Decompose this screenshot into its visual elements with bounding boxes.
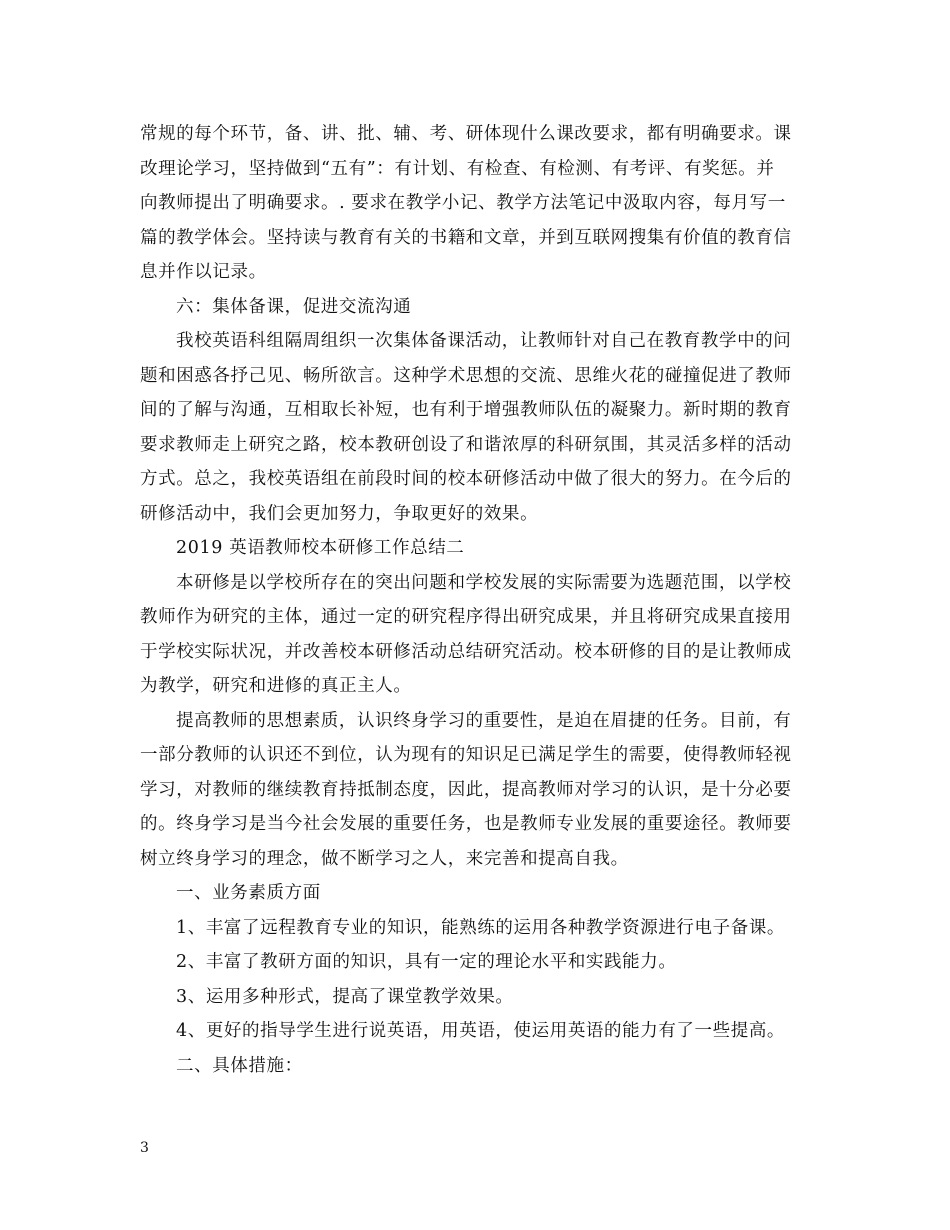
page-number: 3 xyxy=(140,1140,149,1156)
text-line: 本研修是以学校所存在的突出问题和学校发展的实际需要为选题范围，以学校 xyxy=(176,572,792,593)
text-line: 间的了解与沟通，互相取长补短，也有利于增强教师队伍的凝聚力。新时期的教育 xyxy=(140,400,792,420)
text-line: 1、丰富了远程教育专业的知识，能熟练的运用各种教学资源进行电子备课。 xyxy=(176,917,786,938)
text-line: 的。终身学习是当今社会发展的重要任务，也是教师专业发展的重要途径。教师要 xyxy=(140,814,792,834)
text-line: 息并作以记录。 xyxy=(140,262,267,282)
text-line: 教师作为研究的主体，通过一定的研究程序得出研究成果，并且将研究成果直接用 xyxy=(140,607,792,627)
text-line: 学习，对教师的继续教育持抵制态度，因此，提高教师对学习的认识，是十分必要 xyxy=(140,779,792,800)
text-line: 二、具体措施： xyxy=(176,1055,303,1076)
text-line: 一部分教师的认识还不到位，认为现有的知识足已满足学生的需要，使得教师轻视 xyxy=(140,745,792,765)
text-line: 方式。总之，我校英语组在前段时间的校本研修活动中做了很大的努力。在今后的 xyxy=(140,469,792,489)
text-line: 我校英语科组隔周组织一次集体备课活动，让教师针对自己在教育教学中的问 xyxy=(176,331,792,351)
text-line: 2019 英语教师校本研修工作总结二 xyxy=(176,538,465,558)
text-line: 研修活动中，我们会更加努力，争取更好的效果。 xyxy=(140,503,539,524)
text-line: 向教师提出了明确要求。. 要求在教学小记、教学方法笔记中汲取内容，每月写一 xyxy=(140,193,786,213)
text-line: 4、更好的指导学生进行说英语，用英语，使运用英语的能力有了一些提高。 xyxy=(176,1021,786,1041)
text-line: 六：集体备课，促进交流沟通 xyxy=(176,296,412,317)
text-line: 篇的教学体会。坚持读与教育有关的书籍和文章，并到互联网搜集有价值的教育信 xyxy=(140,227,792,248)
text-line: 题和困惑各抒己见、畅所欲言。这种学术思想的交流、思维火花的碰撞促进了教师 xyxy=(140,365,792,386)
text-line: 要求教师走上研究之路，校本教研创设了和谐浓厚的科研氛围，其灵活多样的活动 xyxy=(140,434,792,455)
text-line: 改理论学习，坚持做到“五有”：有计划、有检查、有检测、有考评、有奖惩。并 xyxy=(140,158,775,179)
text-line: 一、业务素质方面 xyxy=(176,883,321,903)
document-body xyxy=(140,117,812,1083)
text-line: 2、丰富了教研方面的知识，具有一定的理论水平和实践能力。 xyxy=(176,952,677,972)
text-line: 树立终身学习的理念，做不断学习之人，来完善和提高自我。 xyxy=(140,848,629,869)
text-line: 于学校实际状况，并改善校本研修活动总结研究活动。校本研修的目的是让教师成 xyxy=(140,641,792,662)
text-line: 常规的每个环节，备、讲、批、辅、考、研体现什么课改要求，都有明确要求。课 xyxy=(140,124,792,144)
text-line: 提高教师的思想素质，认识终身学习的重要性，是迫在眉捷的任务。目前，有 xyxy=(176,710,792,731)
text-line: 为教学，研究和进修的真正主人。 xyxy=(140,676,412,696)
text-line: 3、运用多种形式，提高了课堂教学效果。 xyxy=(176,986,514,1007)
